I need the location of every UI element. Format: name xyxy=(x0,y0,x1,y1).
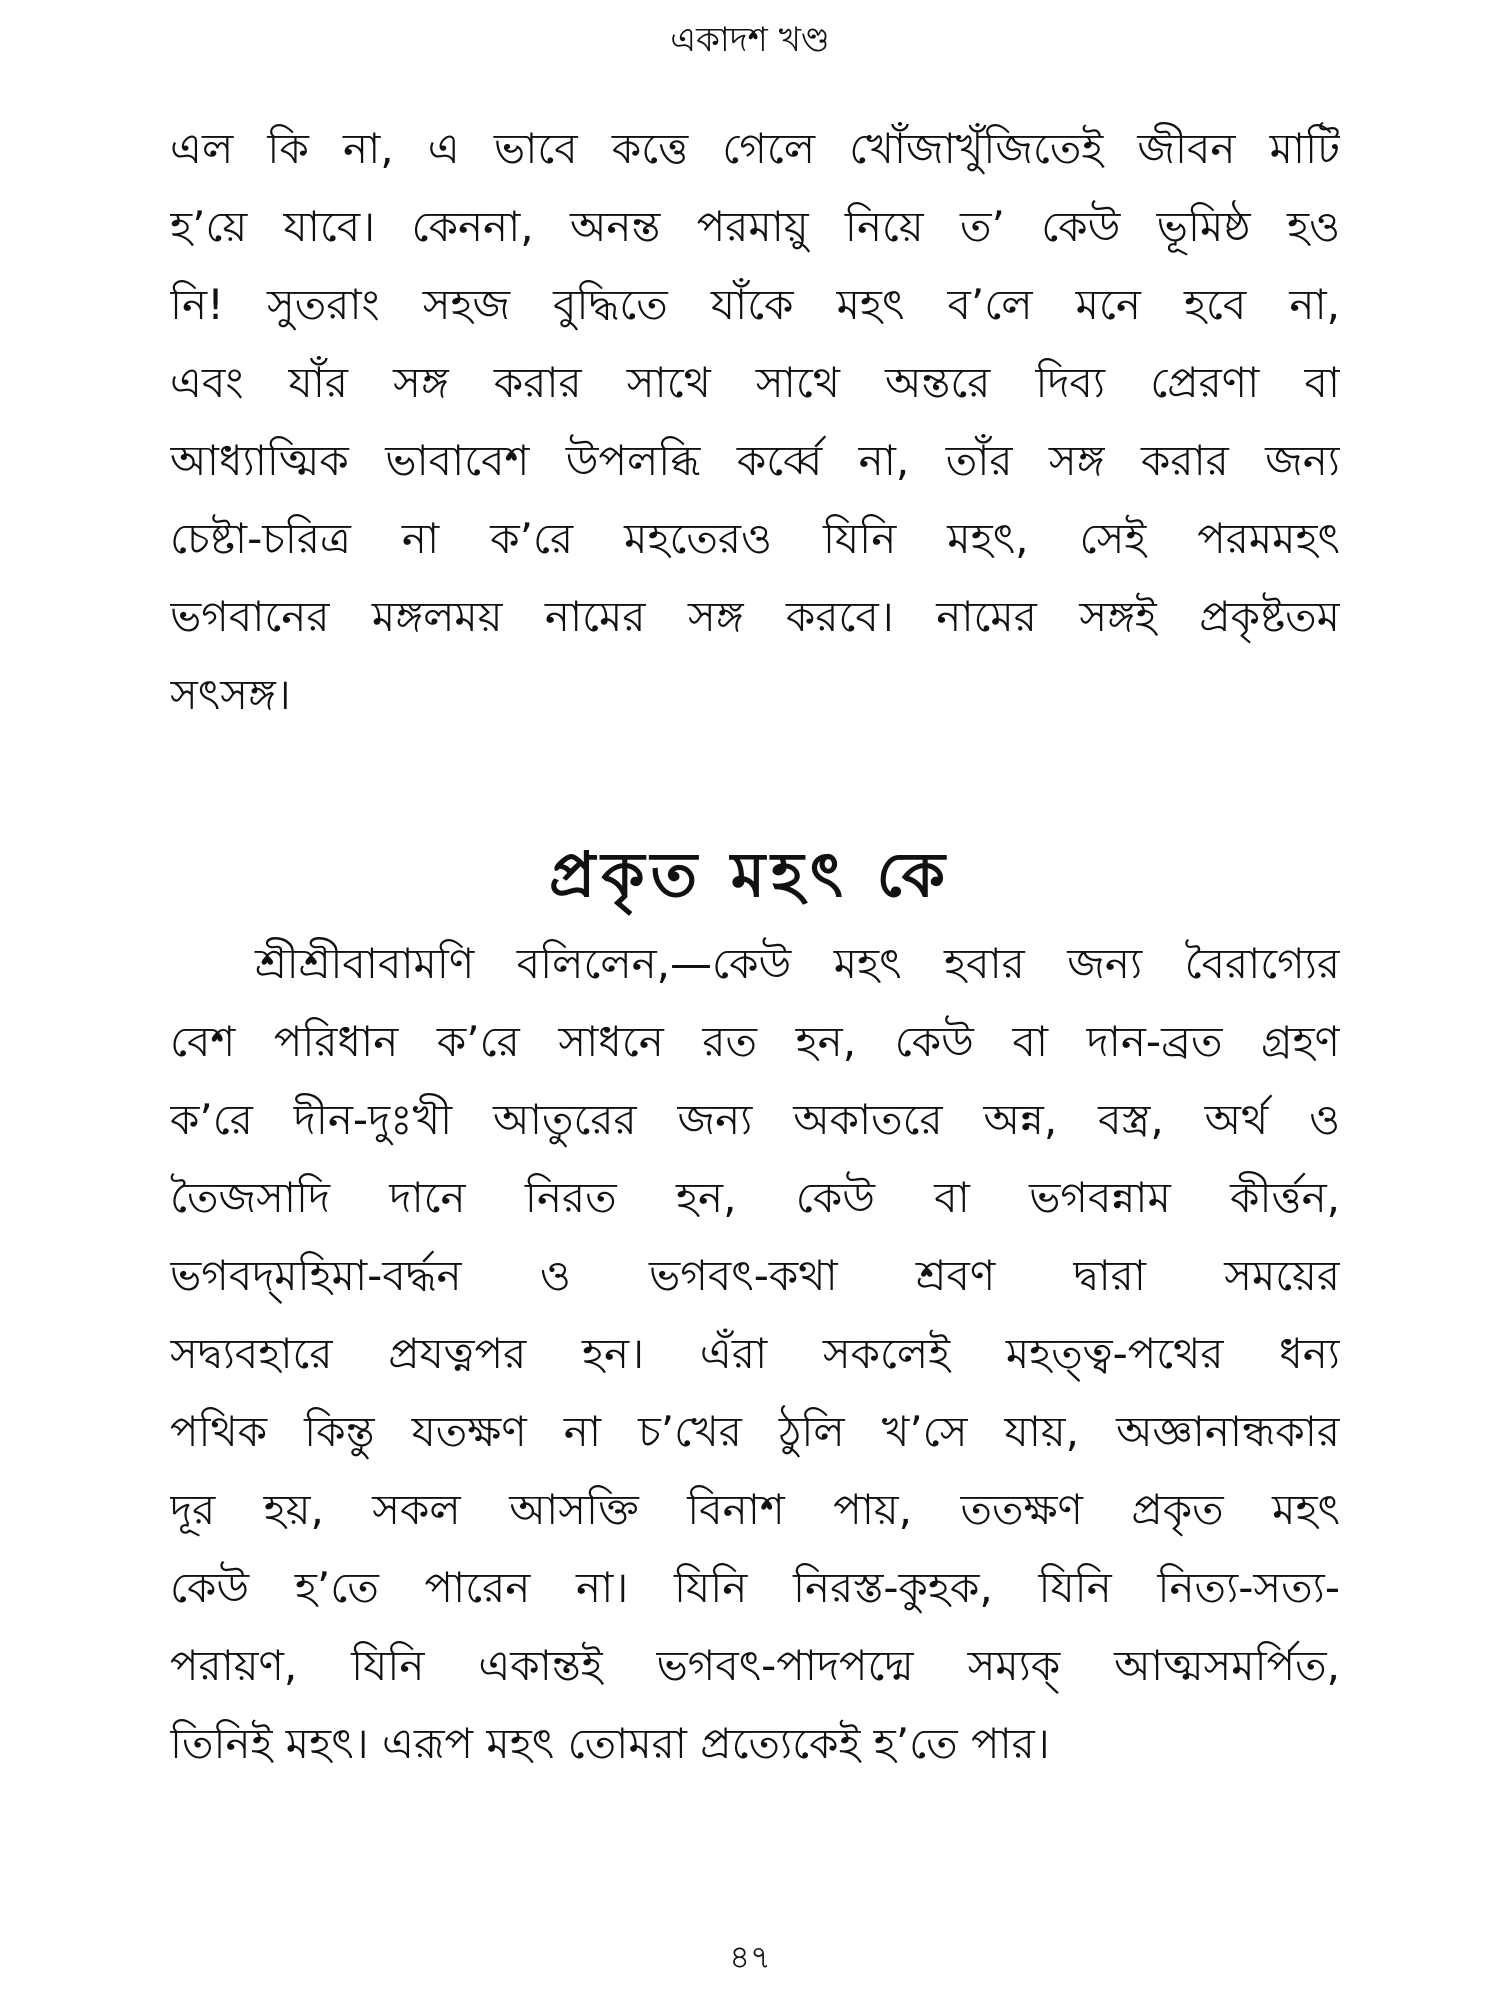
text-line: কেউ হ’তে পারেন না। যিনি নিরস্ত-কুহক, যিনি নিত্য-সত্য- xyxy=(170,1563,1340,1612)
text-line: সৎসঙ্গ। xyxy=(170,670,291,719)
page-number: ৪৭ xyxy=(729,1938,771,1976)
text-line: হ’য়ে যাবে। কেননা, অনন্ত পরমায়ু নিয়ে ত’ কেউ ভূমিষ্ঠ হও xyxy=(170,202,1340,251)
text-line: পথিক কিন্তু যতক্ষণ না চ’খের ঠুলি খ’সে যায়, অজ্ঞানান্ধকার xyxy=(170,1407,1340,1456)
text-line: চেষ্টা-চরিত্র না ক’রে মহতেরও যিনি মহৎ, সেই পরমমহৎ xyxy=(170,514,1340,563)
text-line: নি! সুতরাং সহজ বুদ্ধিতে যাঁকে মহৎ ব’লে মনে হবে না, xyxy=(170,280,1340,329)
text-line: ভগবদ্‌মহিমা-বর্দ্ধন ও ভগবৎ-কথা শ্রবণ দ্বারা সময়ের xyxy=(170,1251,1340,1300)
paragraph-continuation xyxy=(170,110,1340,734)
text-line: শ্রীশ্রীবাবামণি বলিলেন,—কেউ মহৎ হবার জন্য বৈরাগ্যের xyxy=(255,939,1340,988)
text-line: এবং যাঁর সঙ্গ করার সাথে সাথে অন্তরে দিব্য প্রেরণা বা xyxy=(170,358,1340,407)
running-header: একাদশ খণ্ড xyxy=(670,20,830,60)
text-line: ভগবানের মঙ্গলময় নামের সঙ্গ করবে। নামের সঙ্গই প্রকৃষ্টতম xyxy=(170,592,1340,641)
paragraph-main xyxy=(170,925,1340,1783)
text-line: এল কি না, এ ভাবে কত্তে গেলে খোঁজাখুঁজিতেই জীবন মাটি xyxy=(170,124,1340,173)
text-line: দূর হয়, সকল আসক্তি বিনাশ পায়, ততক্ষণ প্রকৃত মহৎ xyxy=(170,1485,1340,1534)
text-line: সদ্ব্যবহারে প্রযত্নপর হন। এঁরা সকলেই মহত্ত্ব-পথের ধন্য xyxy=(170,1329,1340,1378)
text-line: পরায়ণ, যিনি একান্তই ভগবৎ-পাদপদ্মে সম্যক্ আত্মসমর্পিত, xyxy=(170,1641,1340,1690)
text-line: ক’রে দীন-দুঃখী আতুরের জন্য অকাতরে অন্ন, বস্ত্র, অর্থ ও xyxy=(170,1095,1340,1144)
text-line: তৈজসাদি দানে নিরত হন, কেউ বা ভগবন্নাম কীর্ত্তন, xyxy=(170,1173,1340,1222)
section-heading: প্রকৃত মহৎ কে xyxy=(548,838,951,911)
text-line: আধ্যাত্মিক ভাবাবেশ উপলব্ধি কর্ব্বে না, তাঁর সঙ্গ করার জন্য xyxy=(170,436,1340,485)
text-line: তিনিই মহৎ। এরূপ মহৎ তোমরা প্রত্যেকেই হ’তে পার। xyxy=(170,1719,1050,1768)
text-line: বেশ পরিধান ক’রে সাধনে রত হন, কেউ বা দান-ব্রত গ্রহণ xyxy=(170,1017,1340,1066)
